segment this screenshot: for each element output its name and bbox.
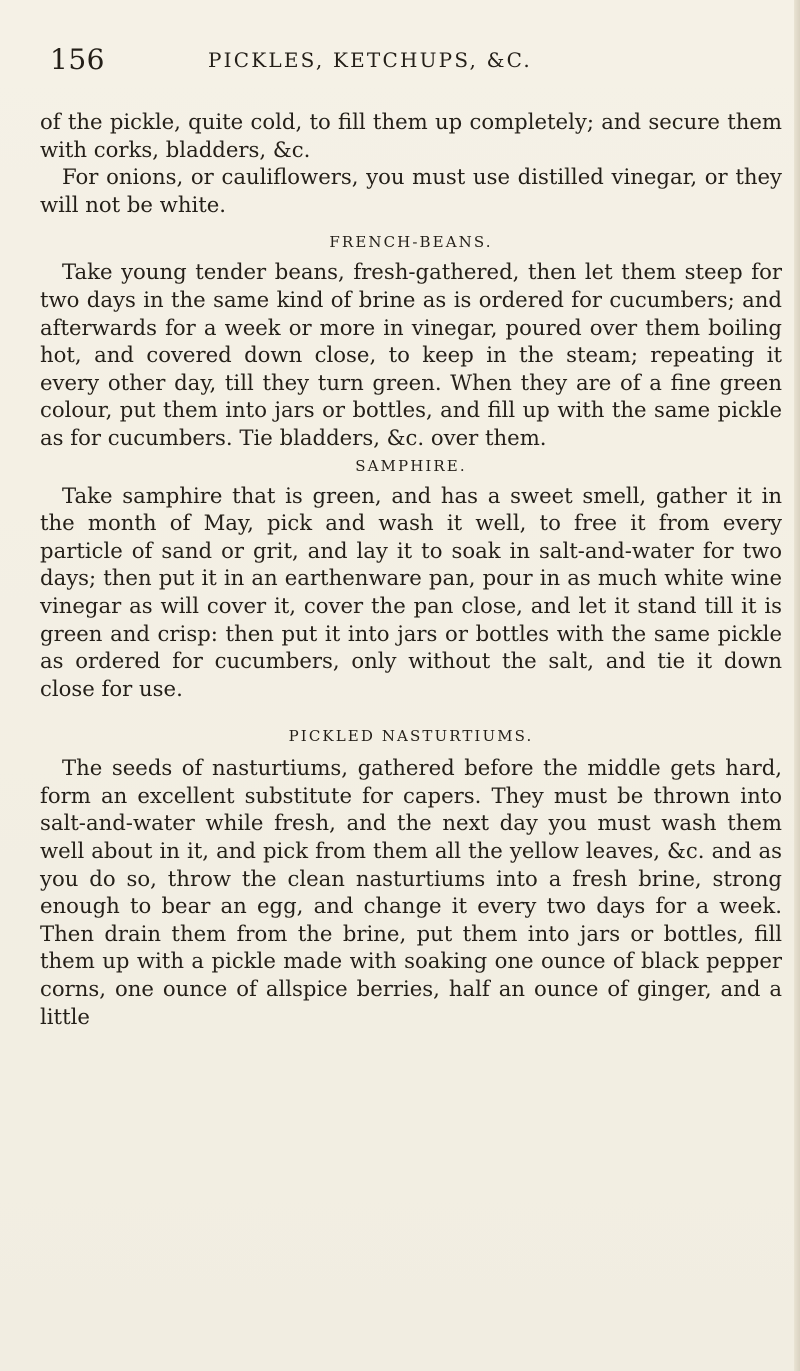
page-edge [794, 0, 800, 1371]
page-header [50, 40, 750, 80]
section-body-french-beans: Take young tender beans, fresh-gathered, then let them steep for two days in the same kind of brine as is ordered for cucumbers; and afterwards for a week or more in vinegar, poured over them boiling hot, and covered down close, to keep in the steam; repeating it every other day, till they turn green. When they are of a fine green colour, put them into jars or bottles, and fill up with the same pickle as for cucumbers. Tie bladders, &c. over them. [40, 259, 782, 450]
section-heading-pickled-nasturtiums: PICKLED NASTURTIUMS. [288, 727, 534, 746]
page-number: 156 [50, 43, 105, 76]
intro-paragraph-continued: of the pickle, quite cold, to fill them up completely; and secure them with corks, bladders, &c. [40, 109, 782, 162]
running-head: PICKLES, KETCHUPS, &C. [208, 48, 532, 72]
section-body-samphire: Take samphire that is green, and has a sweet smell, gather it in the month of May, pick and wash it well, to free it from every particle of sand or grit, and lay it to soak in salt-and-water for two days; then put it in an earthenware pan, pour in as much white wine vinegar as will cover it, cover the pan close, and let it stand till it is green and crisp: then put it into jars or bottles with the same pickle as ordered for cucumbers, only without the salt, and tie it down close for use. [40, 482, 782, 701]
intro-paragraph-onions: For onions, or cauliflowers, you must use distilled vinegar, or they will not be white. [40, 164, 782, 217]
section-heading-samphire: SAMPHIRE. [355, 456, 467, 475]
page-body [40, 108, 782, 1030]
section-heading-french-beans: FRENCH-BEANS. [329, 233, 493, 252]
section-body-pickled-nasturtiums: The seeds of nasturtiums, gathered before the middle gets hard, form an excellent substitute for capers. They must be thrown into salt-and-water while fresh, and the next day you must wash them well about in it, and pick from them all the yellow leaves, &c. and as you do so, throw the clean nasturtiums into a fresh brine, strong enough to bear an egg, and change it every two days for a week. Then drain them from the brine, put them into jars or bottles, fill them up with a pickle made with soaking one ounce of black pepper corns, one ounce of allspice berries, half an ounce of ginger, and a little [40, 755, 782, 1029]
